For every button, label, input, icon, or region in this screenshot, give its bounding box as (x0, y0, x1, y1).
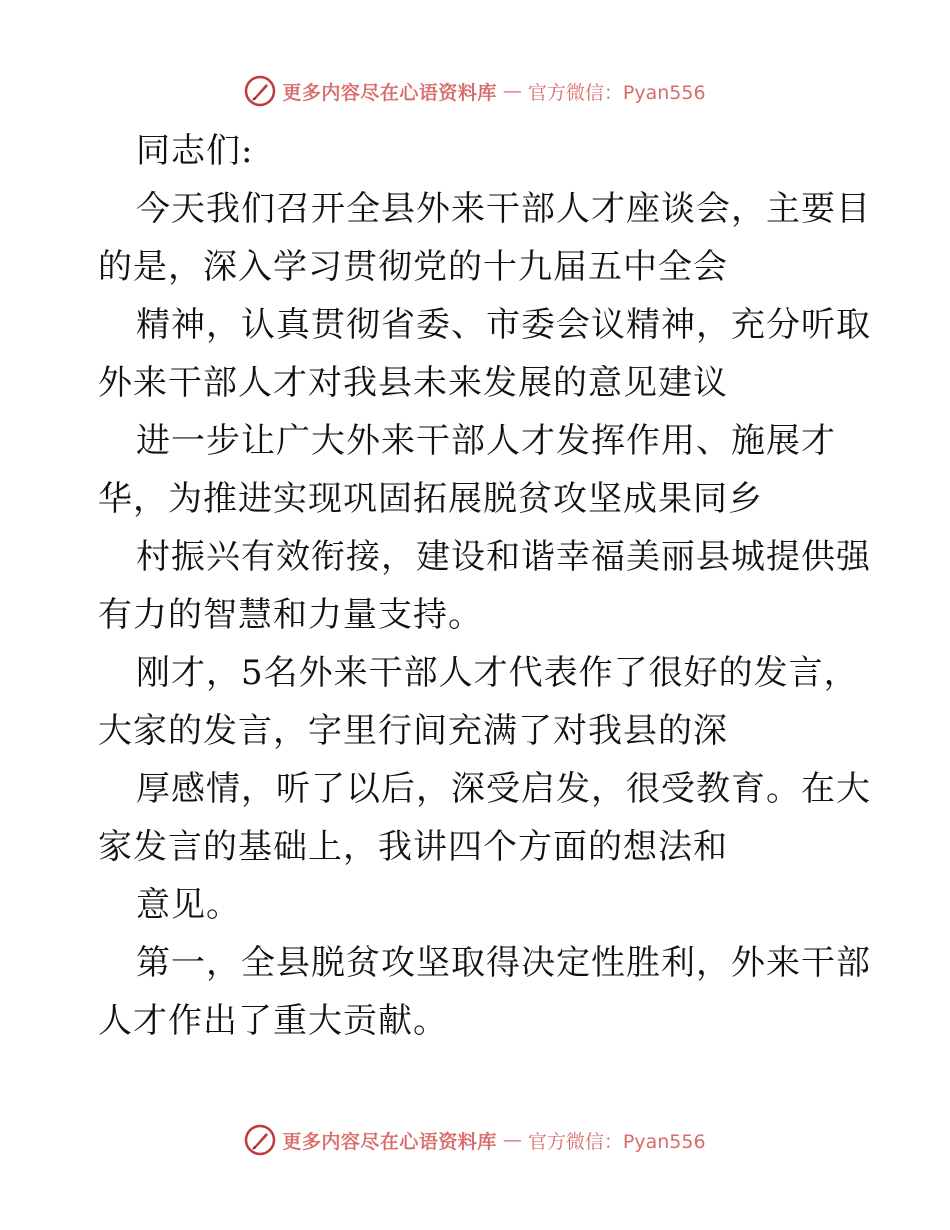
footer-banner-wechat: 官方微信：Pyan556 (527, 1130, 706, 1153)
document-body (98, 122, 871, 1050)
body-line: 第一，全县脱贫攻坚取得决定性胜利，外来干部 (136, 943, 871, 983)
body-line: 村振兴有效衔接，建设和谐幸福美丽县城提供强 (136, 537, 871, 577)
header-watermark-banner (0, 71, 950, 111)
header-banner-separator: — (502, 80, 522, 102)
body-line: 刚才，5名外来干部人才代表作了很好的发言， (136, 653, 859, 693)
body-line: 大家的发言，字里行间充满了对我县的深 (98, 711, 728, 751)
footer-banner-text: 更多内容尽在心语资料库 (282, 1130, 497, 1153)
header-banner-wechat: 官方微信：Pyan556 (527, 81, 706, 104)
body-line: 进一步让广大外来干部人才发挥作用、施展才 (136, 421, 836, 461)
body-line: 家发言的基础上，我讲四个方面的想法和 (98, 827, 728, 867)
body-line: 华，为推进实现巩固拓展脱贫攻坚成果同乡 (98, 479, 763, 519)
header-banner-text: 更多内容尽在心语资料库 (282, 81, 497, 104)
footer-banner-separator: — (502, 1129, 522, 1151)
body-line: 有力的智慧和力量支持。 (98, 595, 483, 635)
body-line: 厚感情，听了以后，深受启发，很受教育。在大 (136, 769, 871, 809)
body-line: 人才作出了重大贡献。 (98, 1001, 448, 1041)
body-line: 的是，深入学习贯彻党的十九届五中全会 (98, 247, 728, 287)
body-line: 精神，认真贯彻省委、市委会议精神，充分听取 (136, 305, 871, 345)
body-line: 意见。 (136, 885, 241, 925)
body-line: 同志们: (136, 131, 254, 171)
quill-logo-icon (244, 75, 276, 107)
footer-watermark-banner (0, 1120, 950, 1160)
body-line: 今天我们召开全县外来干部人才座谈会，主要目 (136, 189, 871, 229)
body-line: 外来干部人才对我县未来发展的意见建议 (98, 363, 728, 403)
quill-logo-icon (244, 1124, 276, 1156)
